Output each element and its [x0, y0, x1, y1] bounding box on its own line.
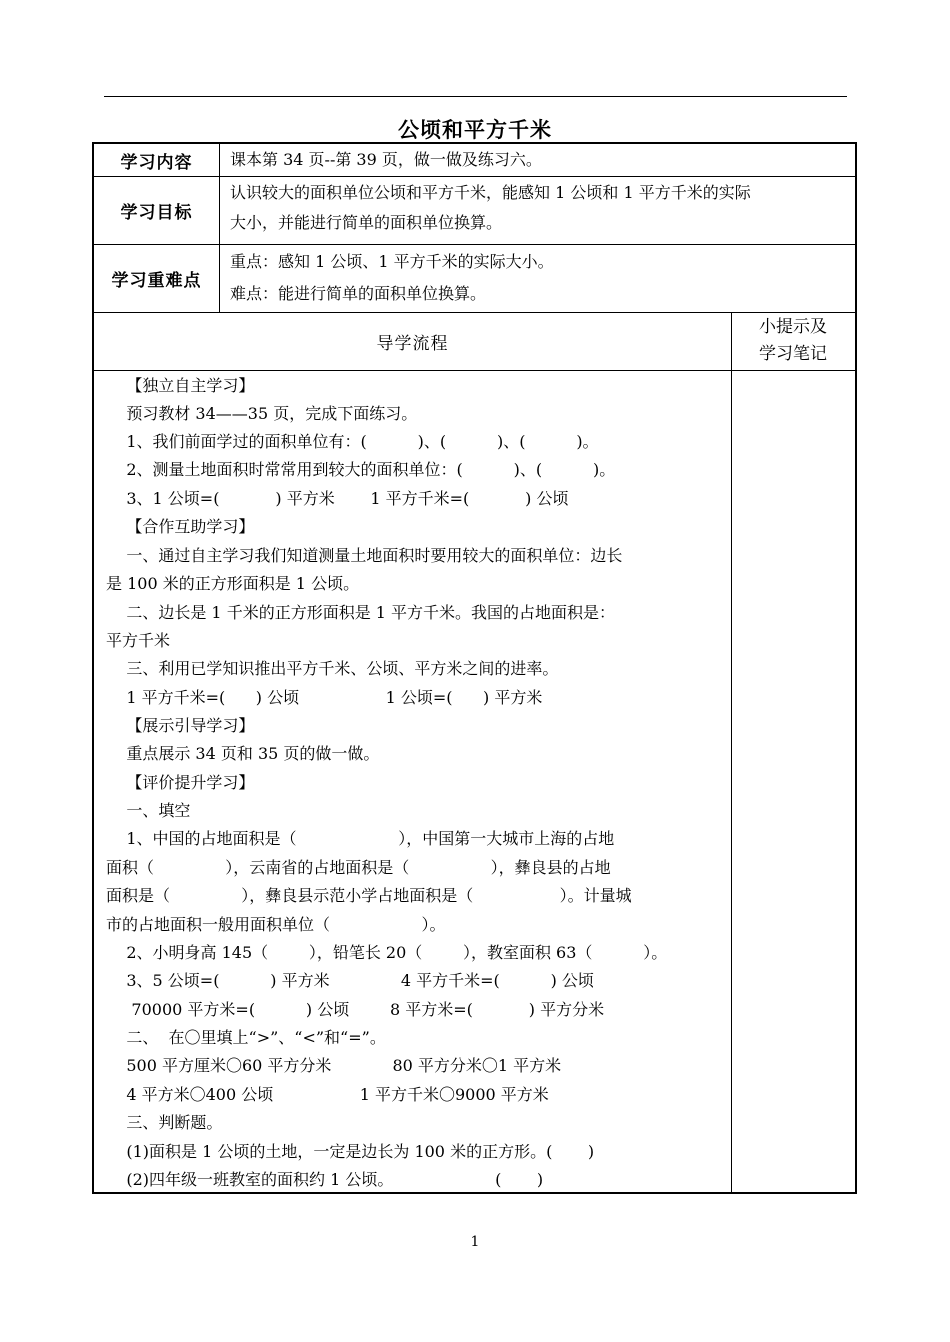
- goal-line: 认识较大的面积单位公顷和平方千米，能感知 1 公顷和 1 平方千米的实际: [230, 183, 751, 202]
- goal-line: 大小，并能进行简单的面积单位换算。: [230, 213, 503, 232]
- goal-value: [230, 178, 854, 238]
- flow-line: 2、小明身高 145（ ），铅笔长 20（ ），教室面积 63（ ）。: [106, 943, 668, 962]
- flow-line: 4 平方米〇400 公顷 1 平方千米〇9000 平方米: [106, 1085, 549, 1104]
- page-title: 公顷和平方千米: [398, 118, 552, 142]
- flow-line: 预习教材 34——35 页，完成下面练习。: [106, 404, 418, 423]
- flow-line: 三、判断题。: [106, 1113, 223, 1132]
- flow-line: (1)面积是 1 公顷的土地，一定是边长为 100 米的正方形。( ): [106, 1142, 595, 1161]
- header-rule: [104, 96, 847, 97]
- page-number: 1: [470, 1234, 480, 1250]
- key-points-label: 学习重难点: [111, 270, 202, 291]
- key-points-value: [230, 246, 850, 310]
- key-point-line: 重点：感知 1 公顷、1 平方千米的实际大小。: [230, 252, 554, 271]
- content-label: 学习内容: [120, 152, 193, 173]
- flow-line: 市的占地面积一般用面积单位（ ）。: [106, 915, 446, 934]
- flow-line: 1、我们前面学过的面积单位有：( )、( )、( )。: [106, 432, 599, 451]
- flow-content: [94, 372, 731, 1192]
- flow-header: 导学流程: [376, 333, 449, 354]
- notes-header-line: 小提示及: [759, 317, 827, 337]
- flow-line: 重点展示 34 页和 35 页的做一做。: [106, 744, 380, 763]
- notes-area: [731, 370, 855, 1192]
- flow-line: 三、利用已学知识推出平方千米、公顷、平方米之间的进率。: [106, 659, 559, 678]
- flow-line: 3、5 公顷=( ) 平方米 4 平方千米=( ) 公顷: [106, 971, 594, 990]
- flow-line: 【评价提升学习】: [106, 773, 255, 792]
- flow-line: 平方千米: [106, 631, 171, 650]
- flow-line: 一、填空: [106, 801, 191, 820]
- notes-header: [731, 312, 855, 370]
- flow-line: 是 100 米的正方形面积是 1 公顷。: [106, 574, 360, 593]
- flow-line: 1、中国的占地面积是（ ），中国第一大城市上海的占地: [106, 829, 615, 848]
- flow-line: 2、测量土地面积时常常用到较大的面积单位：( )、( )。: [106, 460, 616, 479]
- flow-line: 【展示引导学习】: [106, 716, 255, 735]
- flow-line: 面积是（ ），彝良县示范小学占地面积是（ ）。计量城: [106, 886, 632, 905]
- content-value: 课本第 34 页--第 39 页，做一做及练习六。: [230, 150, 542, 169]
- flow-line: 面积（ ），云南省的占地面积是（ ），彝良县的占地: [106, 858, 611, 877]
- flow-line: 1 平方千米=( ) 公顷 1 公顷=( ) 平方米: [106, 688, 543, 707]
- flow-line: 500 平方厘米〇60 平方分米 80 平方分米〇1 平方米: [106, 1056, 562, 1075]
- study-guide-table: [92, 142, 857, 1194]
- key-point-line: 难点：能进行简单的面积单位换算。: [230, 284, 487, 303]
- flow-line: (2)四年级一班教室的面积约 1 公顷。 ( ): [106, 1170, 544, 1189]
- flow-line: 70000 平方米=( ) 公顷 8 平方米=( ) 平方分米: [106, 1000, 605, 1019]
- goal-label: 学习目标: [120, 202, 193, 223]
- flow-line: 二、边长是 1 千米的正方形面积是 1 平方千米。我国的占地面积是：: [106, 603, 616, 622]
- column-divider: [219, 144, 220, 312]
- flow-line: 【合作互助学习】: [106, 517, 255, 536]
- flow-line: 3、1 公顷=( ) 平方米 1 平方千米=( ) 公顷: [106, 489, 569, 508]
- flow-line: 一、通过自主学习我们知道测量土地面积时要用较大的面积单位：边长: [106, 546, 623, 565]
- flow-line: 二、 在〇里填上“>”、“<”和“=”。: [106, 1028, 386, 1047]
- flow-line: 【独立自主学习】: [106, 376, 255, 395]
- notes-header-line: 学习笔记: [759, 344, 827, 364]
